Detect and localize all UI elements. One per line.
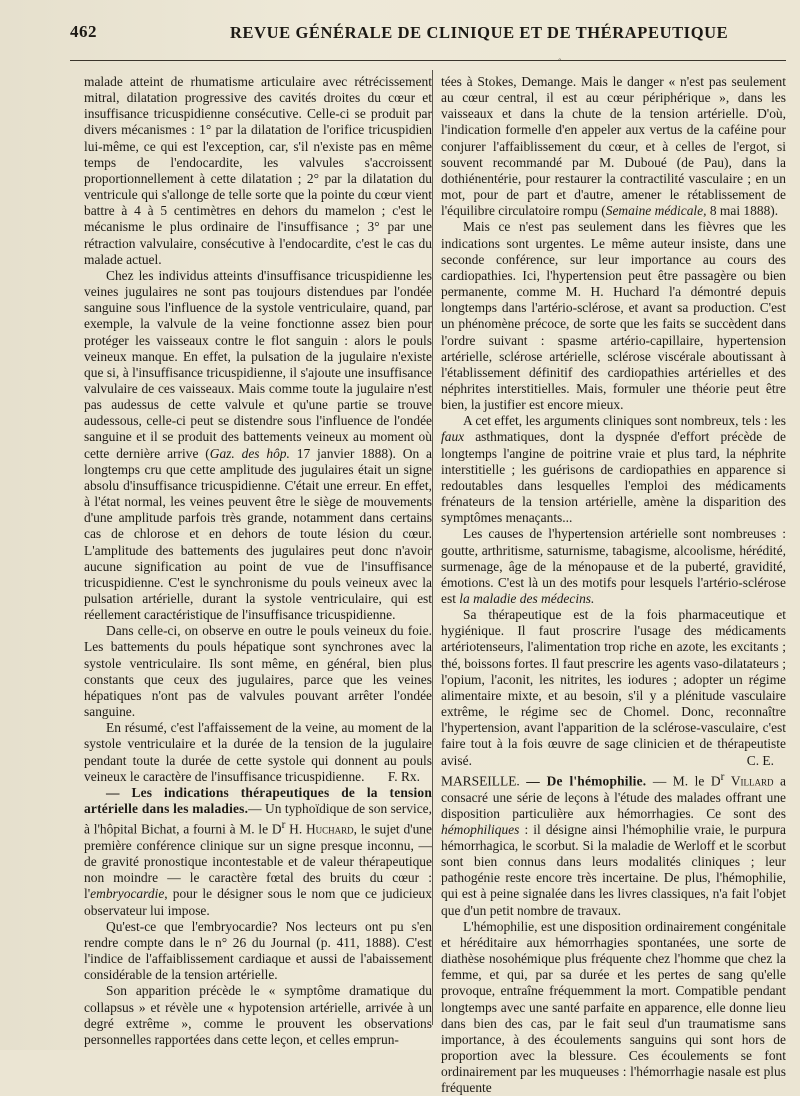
paragraph: Mais ce n'est pas seulement dans les fièvres que les indications sont urgentes. Le même auteur insiste, dans une seconde conférence, sur leur importance au cours des cardiopathies. Ici, l'hypertension peut être passagère ou bien permanente, comme M. H. Huchard l'a démontré depuis longtemps dans l'artério-sclérose, et avant sa production. C'est un phénomène précoce, de sorte que les faits se succèdent dans l'ordre suivant : spasme artério-capillaire, hypertension artérielle, sclérose artérielle, sclérose viscérale aboutissant à l'établissement définitif des cardiopathies artérielles et des néphrites interstitielles. Mais, formuler une théorie peut être bien, la justifier est encore mieux.: [441, 219, 786, 413]
author-signature: C. E.: [746, 752, 774, 768]
citation: Gaz. des hôp.: [209, 445, 290, 461]
paragraph: L'hémophilie, est une disposition ordinairement congénitale et héréditaire aux hémorrhagies spontanées, une sorte de diathèse nosohémique plus fréquente chez l'homme que chez la femme, et qui, par sa durée et les pertes de sang qu'elle provoque, entraîne fréquemment la mort. Compatible pendant longtemps avec une santé parfaite en apparence, elle donne lieu dans bien des cas, par le fait seul d'un traumatisme sans importance, à des écoulements sanguins qui sont hors de proportion avec la blessure. Ces écoulements se font ordinairement par les muqueuses : l'hémorrhagie nasale est plus fréquente: [441, 918, 786, 1096]
paragraph: Sa thérapeutique est de la fois pharmaceutique et hygiénique. Il faut proscrire l'usage des médicaments artériotenseurs, l'alimentation trop riche en azote, les excitants ; thé, boissons fortes. Il faut prescrire les agents vaso-dilatateurs ; l'opium, l'aconit, les nitrites, les iodures ; adopter un régime alimentaire mixte, et au besoin, s'il y a plénitude vasculaire extrême, le régime sec de Chomel. Donc, reconnaître l'hypertension, avant l'apparition de la sclérose-vasculaire, c'est faire tout à la fois œuvre de sage clinicien et de thérapeutiste avisé.: [441, 607, 786, 768]
author-name: H. Huchard: [289, 821, 354, 837]
city-heading: MARSEILLE.: [441, 773, 520, 789]
paragraph: — Les indications thérapeutiques de la tension artérielle dans les maladies.— Un typhoïdique de son service, à l'hôpital Bichat, a fourni à M. le $D^r$ H. Huchard, le sujet d'une première conférence clinique sur un signe presque inconnu, — de gravité pronostique incontestable et de valeur thérapeutique non moindre — le caractère fœtal des bruits du cœur : l'embryocardie, pour le désigner sous le nom que ce judicieux observateur lui impose.: [84, 785, 432, 918]
paragraph: Dans celle-ci, on observe en outre le pouls veineux du foie. Les battements du pouls hépatique sont synchrones avec la systole ventriculaire. Ils sont même, en général, bien plus constants que ceux des jugulaires, parce que les veines hépatiques n'ont pas de valvules pouvant arrêter l'ondée sanguine.: [84, 623, 432, 720]
term: hémophiliques: [441, 821, 520, 837]
column-divider: [432, 70, 433, 1025]
paragraph: Qu'est-ce que l'embryocardie? Nos lecteurs ont pu s'en rendre compte dans le n° 26 du Journal (p. 411, 1888). C'est l'indice de l'affaiblissement cardiaque et aussi de l'abaissement considérable de la tension artérielle.: [84, 918, 432, 983]
right-column: [441, 74, 786, 1096]
page-header: [70, 20, 785, 46]
paragraph: A cet effet, les arguments cliniques sont nombreux, tels : les faux asthmatiques, dont la dyspnée d'effort précède de longtemps l'angine de poitrine vraie et plus tard, la néphrite interstitielle ; les guérisons de cardiopathies en apparence si redoutables dans lesquelles l'emploi des médicaments frénateurs de la tension artérielle, amène la disparition des symptômes menaçants...: [441, 413, 786, 526]
paragraph: Chez les individus atteints d'insuffisance tricuspidienne les veines jugulaires ne sont pas toujours distendues par l'ondée sanguine sous l'influence de la systole ventriculaire, quand, par exemple, la valvule de la veine fonctionne assez bien pour protéger les vaisseaux contre le flot sanguin : alors le pouls veineux manque. En effet, la pulsation de la jugulaire n'existe que si, à l'insuffisance tricuspidienne, il s'ajoute une insuffisance valvulaire de ces vaisseaux. Mais comme toute la jugulaire n'est pas audessus de cette valvule et qu'une partie se trouve audessous, celle-ci peut se distendre sous l'influence de l'ondée sanguine et il se produit des battements veineux au moment où cette dernière arrive (Gaz. des hôp. 17 janvier 1888). On a longtemps cru que cette amplitude des jugulaires était un signe absolu d'insuffisance tricuspidienne. C'était une erreur. En effet, à l'état normal, les veines peuvent être le siège de mouvements d'une amplitude parfois très grande, notamment dans certains cas de chlorose et en dehors de toute lésion du cœur. L'amplitude des battements des jugulaires peut donc n'avoir aucune signification au point de vue de l'insuffisance tricuspidienne. C'est le synchronisme du pouls veineux avec la pulsation artérielle, durant la systole ventriculaire, qui est réellement caractéristique de l'insuffisance tricuspidienne.: [84, 267, 432, 623]
left-column: [84, 74, 432, 1048]
term: la maladie des médecins.: [459, 591, 595, 606]
paragraph: malade atteint de rhumatisme articulaire avec rétrécissement mitral, dilatation progressive des cavités droites du cœur et insuffisance tricuspidienne consécutive. Celle-ci se produit par divers mécanismes : 1° par la dilatation de l'orifice tricuspidien lui-même, ce qui est l'exception, car, s'il n'existe pas en même temps de l'endocardite, les valvules s'accroissent proportionnellement à cette dilatation ; 2° par la dilatation du ventricule qui s'allonge de telle sorte que la pointe du cœur vient battre à 4 à 5 centimètres en dehors du mamelon ; c'est le mécanisme le plus ordinaire de l'insuffisance ; 3° par une rétraction valvulaire, consécutive à l'endocardite, c'est le cas du malade actuel.: [84, 74, 432, 267]
citation: Semaine médicale,: [605, 203, 707, 219]
paragraph: Son apparition précède le « symptôme dramatique du collapsus » et révèle une « hypotension artérielle, arrivée à un degré extrême », comme le prouvent les observations personnelles rapportées dans cette leçon, et celles emprun-: [84, 983, 432, 1047]
paragraph: Les causes de l'hypertension artérielle sont nombreuses : goutte, arthritisme, saturnisme, tabagisme, alcoolisme, hérédité, surmenage, âge de la ménopause et de la puberté, gravidité, émotions. C'est là un des motifs pour lesquels l'artério-sclérose est la maladie des médecins.: [441, 526, 786, 606]
section-heading: — De l'hémophilie.: [526, 773, 647, 789]
author-signature: F. Rx.: [387, 768, 420, 784]
author-name: Villard: [730, 773, 774, 789]
paragraph: tées à Stokes, Demange. Mais le danger « n'est pas seulement au cœur central, il est au cœur périphérique », dans les vaisseaux et dans la chute de la tension artérielle. D'où, l'indication formelle d'en appeler aux vertus de la caféine pour conjurer l'affaiblissement du cœur, et à celles de l'ergot, si souvent recommandé par M. Duboué (de Pau), dans la dothiénentérie, pour restaurer la contractilité vasculaire ; en un mot, pour de part et d'autre, amener le rétablissement de l'équilibre circulatoire rompu (Semaine médicale, 8 mai 1888).: [441, 74, 786, 219]
paragraph: MARSEILLE. — De l'hémophilie. — M. le $D^r$ Villard a consacré une série de leçons à l'étude des malades offrant une disposition particulière aux hémorrhagies. Ce sont des hémophiliques : il désigne ainsi l'hémophilie vraie, le purpura hémorrhagica, le scorbut. Si la maladie de Werloff et le scorbut sont bien connus dans leurs modalités cliniques ; leur pathogénie reste encore très incertaine. De plus, l'hémophilie, qui est à peine signalée dans les livres classiques, n'a fait l'objet que d'un petit nombre de travaux.: [441, 770, 787, 918]
running-title: REVUE GÉNÉRALE DE CLINIQUE ET DE THÉRAPEUTIQUE: [230, 23, 729, 42]
term: embryocardie: [90, 886, 165, 902]
header-rule: [70, 60, 786, 61]
term: faux: [441, 429, 465, 445]
section-heading: — Les indications thérapeutiques de la tension artérielle dans les maladies.: [84, 785, 432, 817]
paragraph: En résumé, c'est l'affaissement de la veine, au moment de la systole ventriculaire et la durée de la tension de la jugulaire pendant toute la durée de cette systole qui donnent au pouls veineux le caractère de l'insuffisance tricuspidienne.: [84, 720, 432, 784]
header-ornament: ◦: [558, 55, 562, 66]
page-number: 462: [70, 22, 97, 41]
